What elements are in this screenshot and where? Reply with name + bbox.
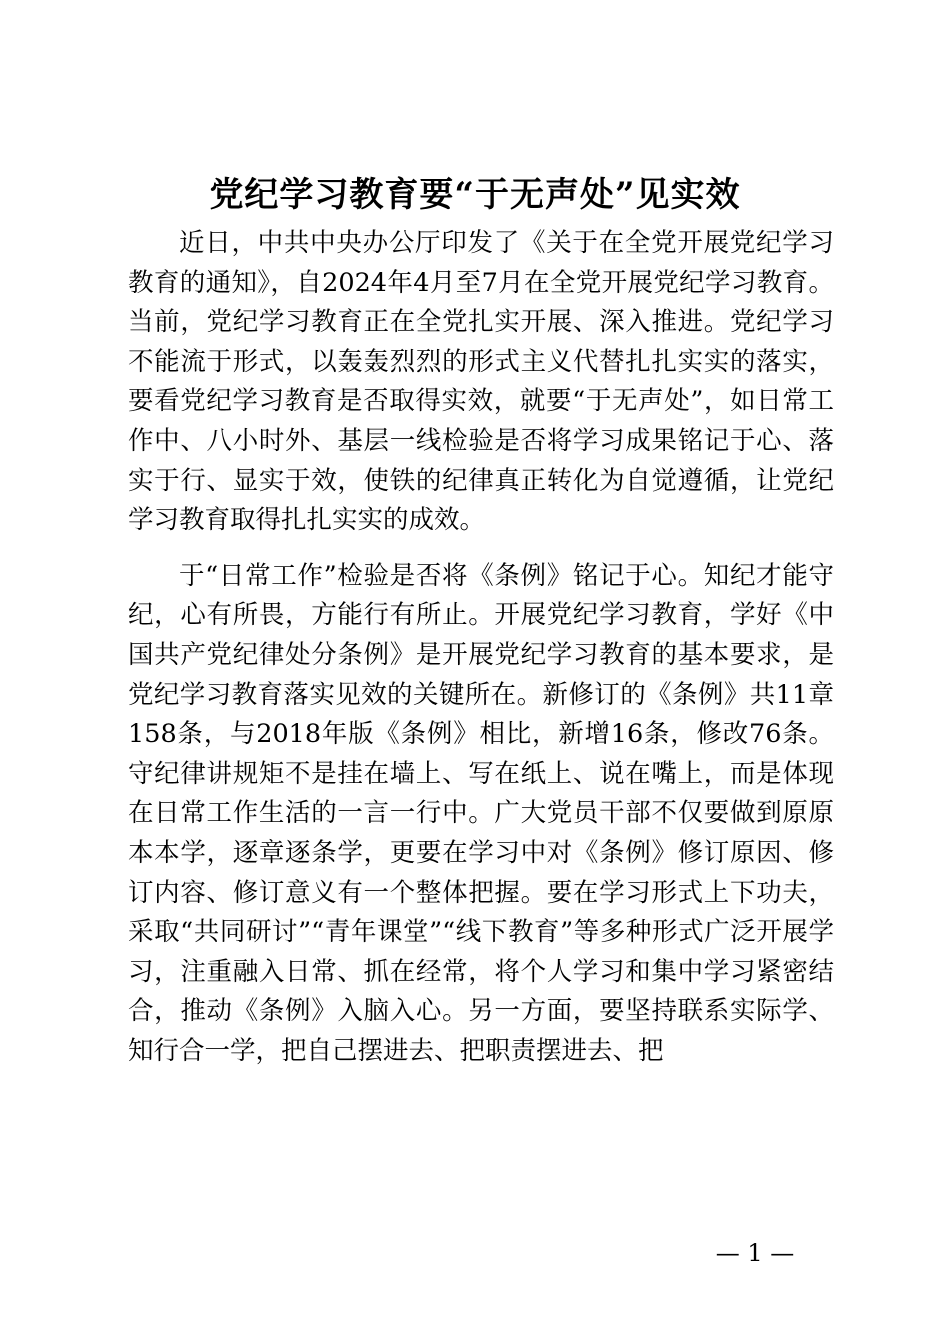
page-number: — 1 —: [715, 1239, 795, 1267]
paragraph-daily-work: 于“日常工作”检验是否将《条例》铭记于心。知纪才能守纪，心有所畏，方能行有所止。开展党纪学习教育，学好《中国共产党纪律处分条例》是开展党纪学习教育的基本要求，是党纪学习教育落实见效的关键所在。新修订的《条例》共11章158条，与2018年版《条例》相比，新增16条，修改76条。守纪律讲规矩不是挂在墙上、写在纸上、说在嘴上，而是体现在日常工作生活的一言一行中。广大党员干部不仅要做到原原本本学，逐章逐条学，更要在学习中对《条例》修订原因、修订内容、修订意义有一个整体把握。要在学习形式上下功夫，采取“共同研讨”“青年课堂”“线下教育”等多种形式广泛开展学习，注重融入日常、抓在经常，将个人学习和集中学习紧密结合，推动《条例》入脑入心。另一方面，要坚持联系实际学、知行合一学，把自己摆进去、把职责摆进去、把: [128, 560, 834, 1066]
paragraph-intro: 近日，中共中央办公厅印发了《关于在全党开展党纪学习教育的通知》，自2024年4月至7月在全党开展党纪学习教育。当前，党纪学习教育正在全党扎实开展、深入推进。党纪学习不能流于形式，以轰轰烈烈的形式主义代替扎扎实实的落实，要看党纪学习教育是否取得实效，就要“于无声处”，如日常工作中、八小时外、基层一线检验是否将学习成果铭记于心、落实于行、显实于效，使铁的纪律真正转化为自觉遵循，让党纪学习教育取得扎扎实实的成效。: [128, 228, 834, 536]
document-title: 党纪学习教育要“于无声处”见实效: [209, 175, 741, 215]
document-body: [128, 224, 834, 1071]
